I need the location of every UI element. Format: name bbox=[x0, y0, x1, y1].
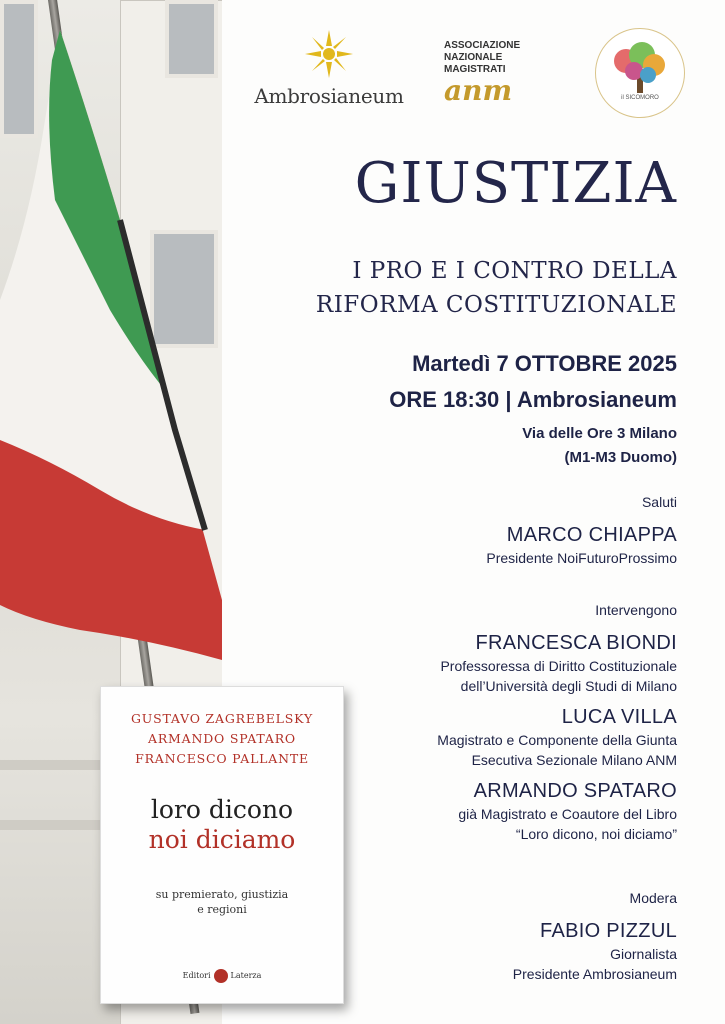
book-title-line2: noi diciamo bbox=[148, 825, 296, 854]
moderator-name: FABIO PIZZUL bbox=[540, 920, 677, 942]
book-subtitle-line2: e regioni bbox=[197, 903, 247, 916]
book-publisher bbox=[101, 969, 343, 983]
greetings-block bbox=[486, 492, 677, 568]
publisher-word1: Editori bbox=[182, 971, 211, 980]
anm-wordmark: anm bbox=[444, 74, 513, 107]
speaker-role: Professoressa di Diritto Costituzionale bbox=[440, 658, 677, 674]
anm-logo bbox=[444, 40, 574, 106]
ambrosianeum-wordmark: Ambrosianeum bbox=[254, 84, 404, 108]
italian-flag bbox=[0, 0, 222, 680]
sicomoro-logo bbox=[595, 28, 685, 118]
event-time-place: ORE 18:30 | Ambrosianeum bbox=[389, 387, 677, 412]
subtitle-line1: I PRO E I CONTRO DELLA bbox=[352, 258, 677, 284]
speaker-role: “Loro dicono, noi diciamo” bbox=[515, 826, 677, 842]
book-author: FRANCESCO PALLANTE bbox=[135, 751, 309, 766]
greeter-name: MARCO CHIAPPA bbox=[506, 524, 677, 546]
speaker-name: LUCA VILLA bbox=[561, 706, 677, 728]
speaker-role: Esecutiva Sezionale Milano ANM bbox=[471, 752, 677, 768]
greetings-label: Saluti bbox=[641, 494, 677, 510]
speaker-role: Magistrato e Componente della Giunta bbox=[437, 732, 677, 748]
speakers-block bbox=[437, 600, 677, 844]
sponsor-logos bbox=[250, 28, 710, 118]
book-authors bbox=[101, 709, 343, 769]
sicomoro-label: il SICOMORO bbox=[621, 95, 659, 101]
book-cover bbox=[100, 686, 344, 1004]
moderator-block bbox=[513, 888, 677, 984]
event-date: Martedì 7 OTTOBRE 2025 bbox=[412, 351, 677, 376]
book-author: GUSTAVO ZAGREBELSKY bbox=[130, 711, 314, 726]
event-address bbox=[522, 422, 677, 470]
speaker-name: FRANCESCA BIONDI bbox=[475, 632, 677, 654]
speaker-role: già Magistrato e Coautore del Libro bbox=[458, 806, 677, 822]
book-subtitle-line1: su premierato, giustizia bbox=[155, 888, 289, 901]
event-title: GIUSTIZIA bbox=[354, 151, 677, 216]
sun-emblem-icon bbox=[303, 28, 355, 80]
metro-line: (M1-M3 Duomo) bbox=[564, 449, 677, 466]
speakers-label: Intervengono bbox=[595, 602, 677, 618]
event-subtitle bbox=[316, 254, 677, 322]
book-subtitle bbox=[101, 887, 343, 917]
anm-line1: ASSOCIAZIONE bbox=[444, 40, 521, 51]
greeter-role: Presidente NoiFuturoProssimo bbox=[486, 550, 677, 566]
moderator-role: Presidente Ambrosianeum bbox=[512, 966, 677, 982]
anm-line3: MAGISTRATI bbox=[444, 64, 506, 75]
moderator-label: Modera bbox=[629, 890, 677, 906]
publisher-logo-icon bbox=[214, 969, 228, 983]
subtitle-line2: RIFORMA COSTITUZIONALE bbox=[315, 292, 677, 318]
ambrosianeum-logo bbox=[254, 28, 404, 108]
event-datetime bbox=[389, 346, 677, 418]
moderator-role: Giornalista bbox=[610, 946, 677, 962]
book-title-line1: loro dicono bbox=[150, 795, 294, 824]
book-author: ARMANDO SPATARO bbox=[148, 731, 296, 746]
publisher-word2: Laterza bbox=[230, 971, 262, 980]
anm-line2: NAZIONALE bbox=[444, 52, 503, 63]
speaker-name: ARMANDO SPATARO bbox=[473, 780, 677, 802]
speaker-role: dell’Università degli Studi di Milano bbox=[460, 678, 677, 694]
address-line: Via delle Ore 3 Milano bbox=[522, 425, 677, 442]
